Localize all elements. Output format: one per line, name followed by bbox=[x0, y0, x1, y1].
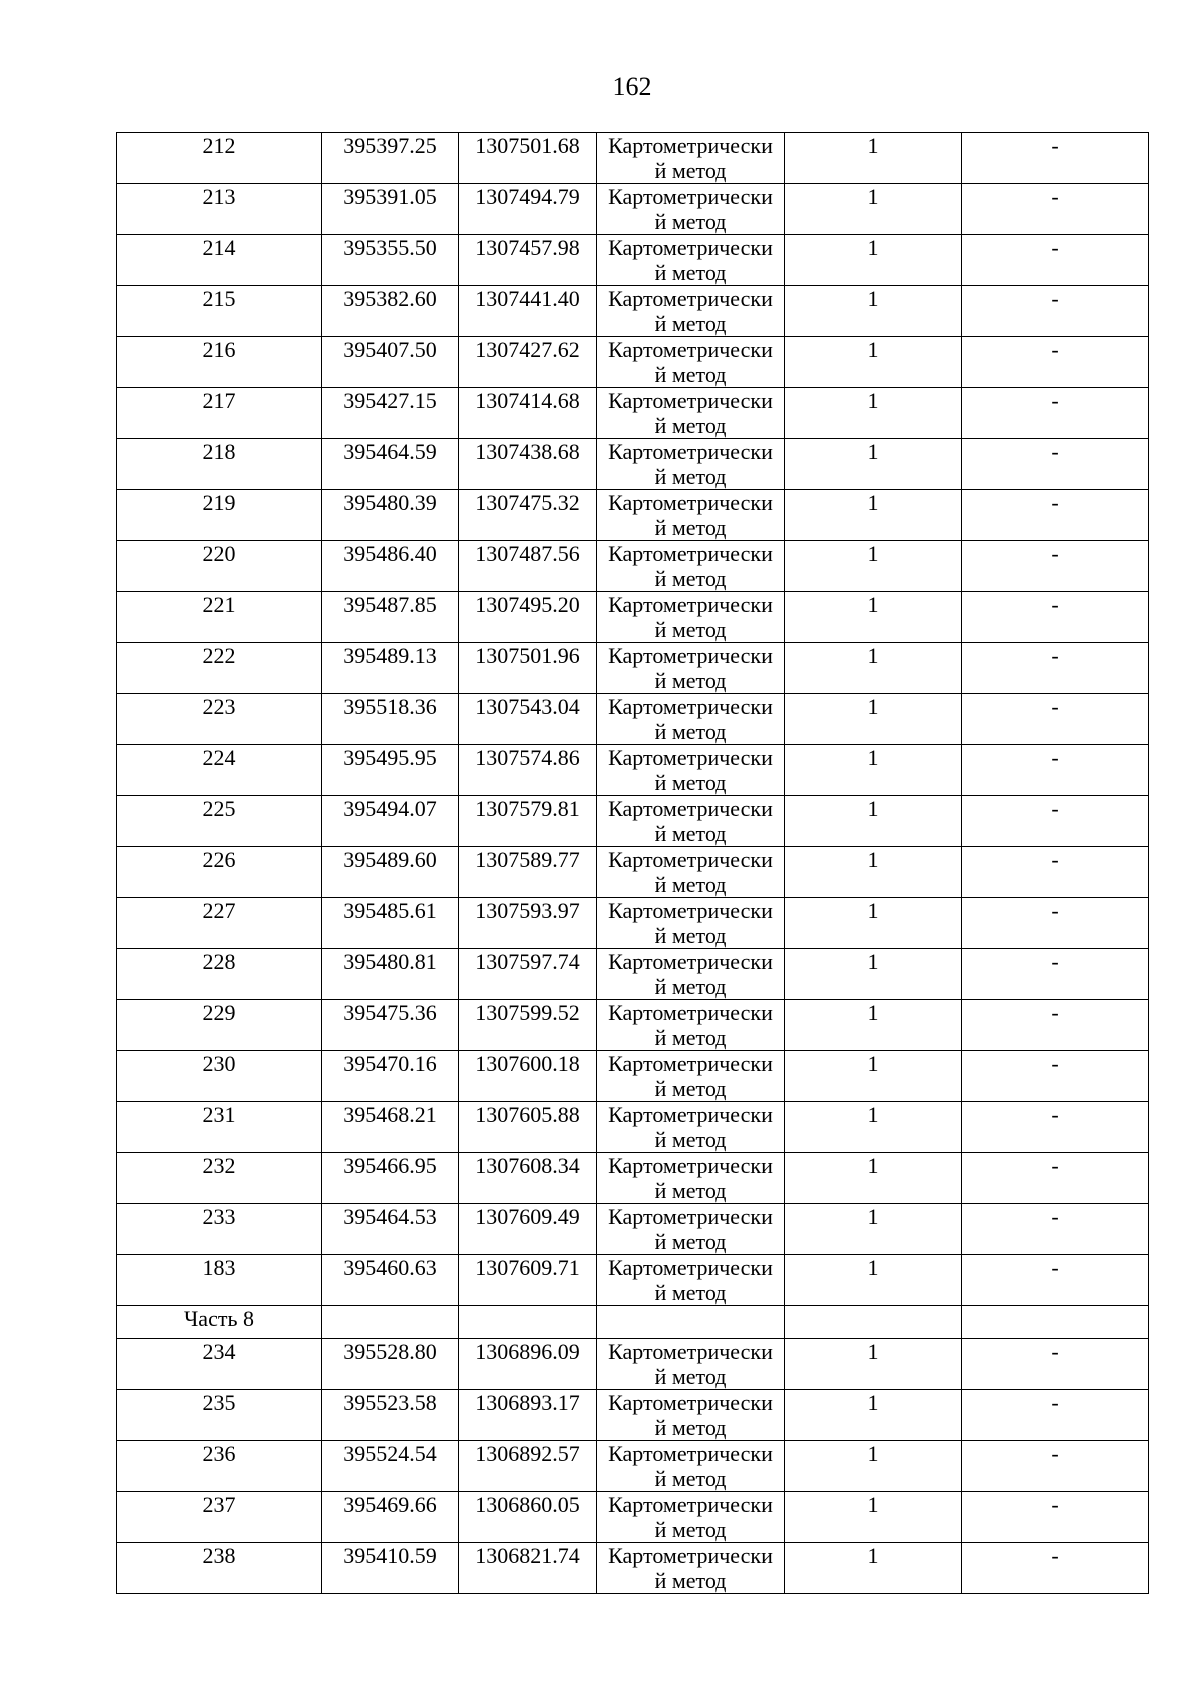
y-coordinate-cell: 1307441.40 bbox=[459, 286, 597, 337]
method-cell bbox=[597, 592, 785, 643]
table-row bbox=[117, 694, 1149, 745]
accuracy-cell: 1 bbox=[785, 1204, 962, 1255]
accuracy-cell: 1 bbox=[785, 898, 962, 949]
method-text-line-2: й метод bbox=[654, 617, 727, 642]
method-text-line-1: Картометрически bbox=[608, 541, 773, 566]
y-coordinate-cell: 1307457.98 bbox=[459, 235, 597, 286]
method-text-line-1: Картометрически bbox=[608, 1543, 773, 1568]
method-cell bbox=[597, 796, 785, 847]
method-text-line-2: й метод bbox=[654, 1229, 727, 1254]
point-number-cell: 216 bbox=[117, 337, 322, 388]
method-text-line-1: Картометрически bbox=[608, 694, 773, 719]
y-coordinate-cell: 1307605.88 bbox=[459, 1102, 597, 1153]
accuracy-cell: 1 bbox=[785, 592, 962, 643]
method-text-line-1: Картометрически bbox=[608, 1441, 773, 1466]
x-coordinate-cell: 395397.25 bbox=[322, 133, 459, 184]
method-text-line-2: й метод bbox=[654, 515, 727, 540]
coordinates-table bbox=[116, 132, 1149, 1594]
accuracy-cell: 1 bbox=[785, 796, 962, 847]
point-number-cell: 228 bbox=[117, 949, 322, 1000]
x-coordinate-cell: 395469.66 bbox=[322, 1492, 459, 1543]
point-number-cell: 223 bbox=[117, 694, 322, 745]
y-coordinate-cell: 1307475.32 bbox=[459, 490, 597, 541]
x-coordinate-cell: 395355.50 bbox=[322, 235, 459, 286]
description-cell: - bbox=[962, 541, 1149, 592]
description-cell: - bbox=[962, 1051, 1149, 1102]
x-coordinate-cell: 395460.63 bbox=[322, 1255, 459, 1306]
accuracy-cell: 1 bbox=[785, 1153, 962, 1204]
table-row bbox=[117, 898, 1149, 949]
y-coordinate-cell: 1307600.18 bbox=[459, 1051, 597, 1102]
method-text-line-1: Картометрически bbox=[608, 1204, 773, 1229]
table-row bbox=[117, 235, 1149, 286]
description-cell: - bbox=[962, 898, 1149, 949]
point-number-cell: 215 bbox=[117, 286, 322, 337]
method-cell bbox=[597, 1102, 785, 1153]
description-cell: - bbox=[962, 1204, 1149, 1255]
table-row bbox=[117, 286, 1149, 337]
accuracy-cell: 1 bbox=[785, 337, 962, 388]
table-row bbox=[117, 541, 1149, 592]
method-text-line-1: Картометрически bbox=[608, 235, 773, 260]
method-text-line-1: Картометрически bbox=[608, 133, 773, 158]
table-row bbox=[117, 490, 1149, 541]
method-text-line-1: Картометрически bbox=[608, 1000, 773, 1025]
x-coordinate-cell: 395407.50 bbox=[322, 337, 459, 388]
table-row bbox=[117, 1102, 1149, 1153]
table-row bbox=[117, 184, 1149, 235]
table-row bbox=[117, 1255, 1149, 1306]
method-cell bbox=[597, 184, 785, 235]
description-cell: - bbox=[962, 745, 1149, 796]
method-cell bbox=[597, 1441, 785, 1492]
accuracy-cell: 1 bbox=[785, 1390, 962, 1441]
method-cell bbox=[597, 1543, 785, 1594]
description-cell: - bbox=[962, 1390, 1149, 1441]
method-text-line-1: Картометрически bbox=[608, 898, 773, 923]
description-cell: - bbox=[962, 388, 1149, 439]
point-number-cell: 230 bbox=[117, 1051, 322, 1102]
method-text-line-2: й метод bbox=[654, 821, 727, 846]
method-text-line-1: Картометрически bbox=[608, 286, 773, 311]
table-row bbox=[117, 1051, 1149, 1102]
x-coordinate-cell: 395485.61 bbox=[322, 898, 459, 949]
method-cell bbox=[597, 235, 785, 286]
accuracy-cell: 1 bbox=[785, 541, 962, 592]
x-coordinate-cell: 395410.59 bbox=[322, 1543, 459, 1594]
accuracy-cell: 1 bbox=[785, 643, 962, 694]
method-cell bbox=[597, 1051, 785, 1102]
table-row bbox=[117, 1441, 1149, 1492]
method-text-line-2: й метод bbox=[654, 1568, 727, 1593]
method-cell bbox=[597, 388, 785, 439]
point-number-cell: 232 bbox=[117, 1153, 322, 1204]
method-text-line-1: Картометрически bbox=[608, 1390, 773, 1415]
accuracy-cell: 1 bbox=[785, 1492, 962, 1543]
method-cell bbox=[597, 898, 785, 949]
x-coordinate-cell: 395486.40 bbox=[322, 541, 459, 592]
x-coordinate-cell: 395523.58 bbox=[322, 1390, 459, 1441]
method-text-line-1: Картометрически bbox=[608, 1102, 773, 1127]
x-coordinate-cell: 395489.60 bbox=[322, 847, 459, 898]
table-row bbox=[117, 643, 1149, 694]
x-coordinate-cell: 395468.21 bbox=[322, 1102, 459, 1153]
y-coordinate-cell: 1307597.74 bbox=[459, 949, 597, 1000]
description-cell: - bbox=[962, 694, 1149, 745]
y-coordinate-cell: 1306896.09 bbox=[459, 1339, 597, 1390]
x-coordinate-cell: 395427.15 bbox=[322, 388, 459, 439]
table-row bbox=[117, 796, 1149, 847]
y-coordinate-cell: 1307414.68 bbox=[459, 388, 597, 439]
method-text-line-1: Картометрически bbox=[608, 1153, 773, 1178]
table-row bbox=[117, 1339, 1149, 1390]
method-cell bbox=[597, 490, 785, 541]
x-coordinate-cell: 395391.05 bbox=[322, 184, 459, 235]
x-coordinate-cell: 395489.13 bbox=[322, 643, 459, 694]
method-cell bbox=[597, 1492, 785, 1543]
x-coordinate-cell: 395528.80 bbox=[322, 1339, 459, 1390]
point-number-cell: 226 bbox=[117, 847, 322, 898]
description-cell: - bbox=[962, 1441, 1149, 1492]
y-coordinate-cell: 1307501.68 bbox=[459, 133, 597, 184]
point-number-cell: 183 bbox=[117, 1255, 322, 1306]
method-text-line-2: й метод bbox=[654, 209, 727, 234]
method-text-line-2: й метод bbox=[654, 872, 727, 897]
description-cell: - bbox=[962, 1000, 1149, 1051]
y-coordinate-cell: 1307543.04 bbox=[459, 694, 597, 745]
table-row bbox=[117, 949, 1149, 1000]
method-text-line-1: Картометрически bbox=[608, 643, 773, 668]
method-text-line-1: Картометрически bbox=[608, 847, 773, 872]
coordinates-table-body bbox=[117, 133, 1149, 1594]
table-row bbox=[117, 1000, 1149, 1051]
method-text-line-2: й метод bbox=[654, 719, 727, 744]
method-text-line-2: й метод bbox=[654, 260, 727, 285]
method-text-line-2: й метод bbox=[654, 311, 727, 336]
point-number-cell: 218 bbox=[117, 439, 322, 490]
accuracy-cell: 1 bbox=[785, 745, 962, 796]
method-text-line-2: й метод bbox=[654, 362, 727, 387]
x-coordinate-cell: 395475.36 bbox=[322, 1000, 459, 1051]
accuracy-cell: 1 bbox=[785, 1051, 962, 1102]
method-text-line-1: Картометрически bbox=[608, 1339, 773, 1364]
y-coordinate-cell: 1307608.34 bbox=[459, 1153, 597, 1204]
accuracy-cell: 1 bbox=[785, 949, 962, 1000]
x-coordinate-cell: 395487.85 bbox=[322, 592, 459, 643]
y-coordinate-cell: 1307487.56 bbox=[459, 541, 597, 592]
method-text-line-1: Картометрически bbox=[608, 745, 773, 770]
point-number-cell: 221 bbox=[117, 592, 322, 643]
description-cell: - bbox=[962, 337, 1149, 388]
method-cell bbox=[597, 1000, 785, 1051]
description-cell: - bbox=[962, 949, 1149, 1000]
method-text-line-1: Картометрически bbox=[608, 796, 773, 821]
description-cell: - bbox=[962, 592, 1149, 643]
accuracy-cell: 1 bbox=[785, 1339, 962, 1390]
method-text-line-2: й метод bbox=[654, 413, 727, 438]
accuracy-cell: 1 bbox=[785, 490, 962, 541]
x-coordinate-cell: 395524.54 bbox=[322, 1441, 459, 1492]
method-cell bbox=[597, 847, 785, 898]
y-coordinate-cell: 1307494.79 bbox=[459, 184, 597, 235]
method-text-line-1: Картометрически bbox=[608, 1255, 773, 1280]
point-number-cell: 227 bbox=[117, 898, 322, 949]
empty-cell bbox=[322, 1306, 459, 1339]
y-coordinate-cell: 1306860.05 bbox=[459, 1492, 597, 1543]
method-cell bbox=[597, 643, 785, 694]
x-coordinate-cell: 395470.16 bbox=[322, 1051, 459, 1102]
description-cell: - bbox=[962, 490, 1149, 541]
empty-cell bbox=[962, 1306, 1149, 1339]
method-text-line-2: й метод bbox=[654, 668, 727, 693]
method-text-line-1: Картометрически bbox=[608, 949, 773, 974]
empty-cell bbox=[785, 1306, 962, 1339]
empty-cell bbox=[597, 1306, 785, 1339]
table-row bbox=[117, 1390, 1149, 1441]
point-number-cell: 220 bbox=[117, 541, 322, 592]
table-row bbox=[117, 1543, 1149, 1594]
section-label: Часть 8 bbox=[117, 1306, 322, 1339]
x-coordinate-cell: 395480.81 bbox=[322, 949, 459, 1000]
description-cell: - bbox=[962, 1339, 1149, 1390]
method-text-line-1: Картометрически bbox=[608, 592, 773, 617]
point-number-cell: 237 bbox=[117, 1492, 322, 1543]
point-number-cell: 214 bbox=[117, 235, 322, 286]
method-text-line-2: й метод bbox=[654, 1280, 727, 1305]
accuracy-cell: 1 bbox=[785, 1543, 962, 1594]
point-number-cell: 231 bbox=[117, 1102, 322, 1153]
y-coordinate-cell: 1306892.57 bbox=[459, 1441, 597, 1492]
point-number-cell: 217 bbox=[117, 388, 322, 439]
description-cell: - bbox=[962, 1543, 1149, 1594]
point-number-cell: 213 bbox=[117, 184, 322, 235]
method-text-line-2: й метод bbox=[654, 974, 727, 999]
description-cell: - bbox=[962, 796, 1149, 847]
point-number-cell: 222 bbox=[117, 643, 322, 694]
method-text-line-1: Картометрически bbox=[608, 388, 773, 413]
accuracy-cell: 1 bbox=[785, 847, 962, 898]
method-text-line-2: й метод bbox=[654, 1517, 727, 1542]
x-coordinate-cell: 395480.39 bbox=[322, 490, 459, 541]
method-cell bbox=[597, 541, 785, 592]
y-coordinate-cell: 1307589.77 bbox=[459, 847, 597, 898]
page-number: 162 bbox=[612, 72, 652, 101]
method-cell bbox=[597, 694, 785, 745]
method-text-line-2: й метод bbox=[654, 1178, 727, 1203]
method-text-line-1: Картометрически bbox=[608, 439, 773, 464]
accuracy-cell: 1 bbox=[785, 694, 962, 745]
method-text-line-2: й метод bbox=[654, 158, 727, 183]
table-row bbox=[117, 1204, 1149, 1255]
description-cell: - bbox=[962, 235, 1149, 286]
accuracy-cell: 1 bbox=[785, 388, 962, 439]
method-cell bbox=[597, 1204, 785, 1255]
method-text-line-2: й метод bbox=[654, 566, 727, 591]
method-cell bbox=[597, 286, 785, 337]
y-coordinate-cell: 1307427.62 bbox=[459, 337, 597, 388]
y-coordinate-cell: 1307599.52 bbox=[459, 1000, 597, 1051]
method-text-line-1: Картометрически bbox=[608, 490, 773, 515]
y-coordinate-cell: 1306821.74 bbox=[459, 1543, 597, 1594]
point-number-cell: 233 bbox=[117, 1204, 322, 1255]
method-text-line-1: Картометрически bbox=[608, 1492, 773, 1517]
description-cell: - bbox=[962, 1102, 1149, 1153]
description-cell: - bbox=[962, 286, 1149, 337]
y-coordinate-cell: 1307579.81 bbox=[459, 796, 597, 847]
point-number-cell: 224 bbox=[117, 745, 322, 796]
description-cell: - bbox=[962, 643, 1149, 694]
method-cell bbox=[597, 1255, 785, 1306]
point-number-cell: 219 bbox=[117, 490, 322, 541]
table-row bbox=[117, 388, 1149, 439]
point-number-cell: 229 bbox=[117, 1000, 322, 1051]
method-text-line-2: й метод bbox=[654, 923, 727, 948]
table-row bbox=[117, 847, 1149, 898]
description-cell: - bbox=[962, 439, 1149, 490]
x-coordinate-cell: 395464.59 bbox=[322, 439, 459, 490]
description-cell: - bbox=[962, 847, 1149, 898]
method-text-line-1: Картометрически bbox=[608, 184, 773, 209]
method-text-line-2: й метод bbox=[654, 1364, 727, 1389]
y-coordinate-cell: 1307495.20 bbox=[459, 592, 597, 643]
method-cell bbox=[597, 1153, 785, 1204]
method-cell bbox=[597, 439, 785, 490]
method-cell bbox=[597, 337, 785, 388]
y-coordinate-cell: 1307438.68 bbox=[459, 439, 597, 490]
point-number-cell: 235 bbox=[117, 1390, 322, 1441]
y-coordinate-cell: 1307501.96 bbox=[459, 643, 597, 694]
method-text-line-1: Картометрически bbox=[608, 337, 773, 362]
y-coordinate-cell: 1306893.17 bbox=[459, 1390, 597, 1441]
description-cell: - bbox=[962, 1255, 1149, 1306]
method-cell bbox=[597, 745, 785, 796]
accuracy-cell: 1 bbox=[785, 184, 962, 235]
method-cell bbox=[597, 949, 785, 1000]
table-row bbox=[117, 592, 1149, 643]
method-cell bbox=[597, 1390, 785, 1441]
method-cell bbox=[597, 1339, 785, 1390]
accuracy-cell: 1 bbox=[785, 439, 962, 490]
table-row bbox=[117, 337, 1149, 388]
table-row bbox=[117, 133, 1149, 184]
method-cell bbox=[597, 133, 785, 184]
point-number-cell: 225 bbox=[117, 796, 322, 847]
description-cell: - bbox=[962, 1492, 1149, 1543]
method-text-line-1: Картометрически bbox=[608, 1051, 773, 1076]
point-number-cell: 238 bbox=[117, 1543, 322, 1594]
method-text-line-2: й метод bbox=[654, 1025, 727, 1050]
point-number-cell: 212 bbox=[117, 133, 322, 184]
x-coordinate-cell: 395382.60 bbox=[322, 286, 459, 337]
accuracy-cell: 1 bbox=[785, 1102, 962, 1153]
x-coordinate-cell: 395466.95 bbox=[322, 1153, 459, 1204]
accuracy-cell: 1 bbox=[785, 133, 962, 184]
x-coordinate-cell: 395495.95 bbox=[322, 745, 459, 796]
method-text-line-2: й метод bbox=[654, 1127, 727, 1152]
x-coordinate-cell: 395494.07 bbox=[322, 796, 459, 847]
point-number-cell: 234 bbox=[117, 1339, 322, 1390]
y-coordinate-cell: 1307609.49 bbox=[459, 1204, 597, 1255]
table-row bbox=[117, 1492, 1149, 1543]
y-coordinate-cell: 1307609.71 bbox=[459, 1255, 597, 1306]
empty-cell bbox=[459, 1306, 597, 1339]
accuracy-cell: 1 bbox=[785, 1441, 962, 1492]
y-coordinate-cell: 1307574.86 bbox=[459, 745, 597, 796]
point-number-cell: 236 bbox=[117, 1441, 322, 1492]
y-coordinate-cell: 1307593.97 bbox=[459, 898, 597, 949]
method-text-line-2: й метод bbox=[654, 770, 727, 795]
description-cell: - bbox=[962, 133, 1149, 184]
method-text-line-2: й метод bbox=[654, 1076, 727, 1101]
table-row bbox=[117, 439, 1149, 490]
table-section-row bbox=[117, 1306, 1149, 1339]
accuracy-cell: 1 bbox=[785, 286, 962, 337]
x-coordinate-cell: 395518.36 bbox=[322, 694, 459, 745]
method-text-line-2: й метод bbox=[654, 1415, 727, 1440]
description-cell: - bbox=[962, 1153, 1149, 1204]
method-text-line-2: й метод bbox=[654, 1466, 727, 1491]
table-row bbox=[117, 745, 1149, 796]
accuracy-cell: 1 bbox=[785, 235, 962, 286]
x-coordinate-cell: 395464.53 bbox=[322, 1204, 459, 1255]
accuracy-cell: 1 bbox=[785, 1255, 962, 1306]
accuracy-cell: 1 bbox=[785, 1000, 962, 1051]
table-row bbox=[117, 1153, 1149, 1204]
method-text-line-2: й метод bbox=[654, 464, 727, 489]
description-cell: - bbox=[962, 184, 1149, 235]
